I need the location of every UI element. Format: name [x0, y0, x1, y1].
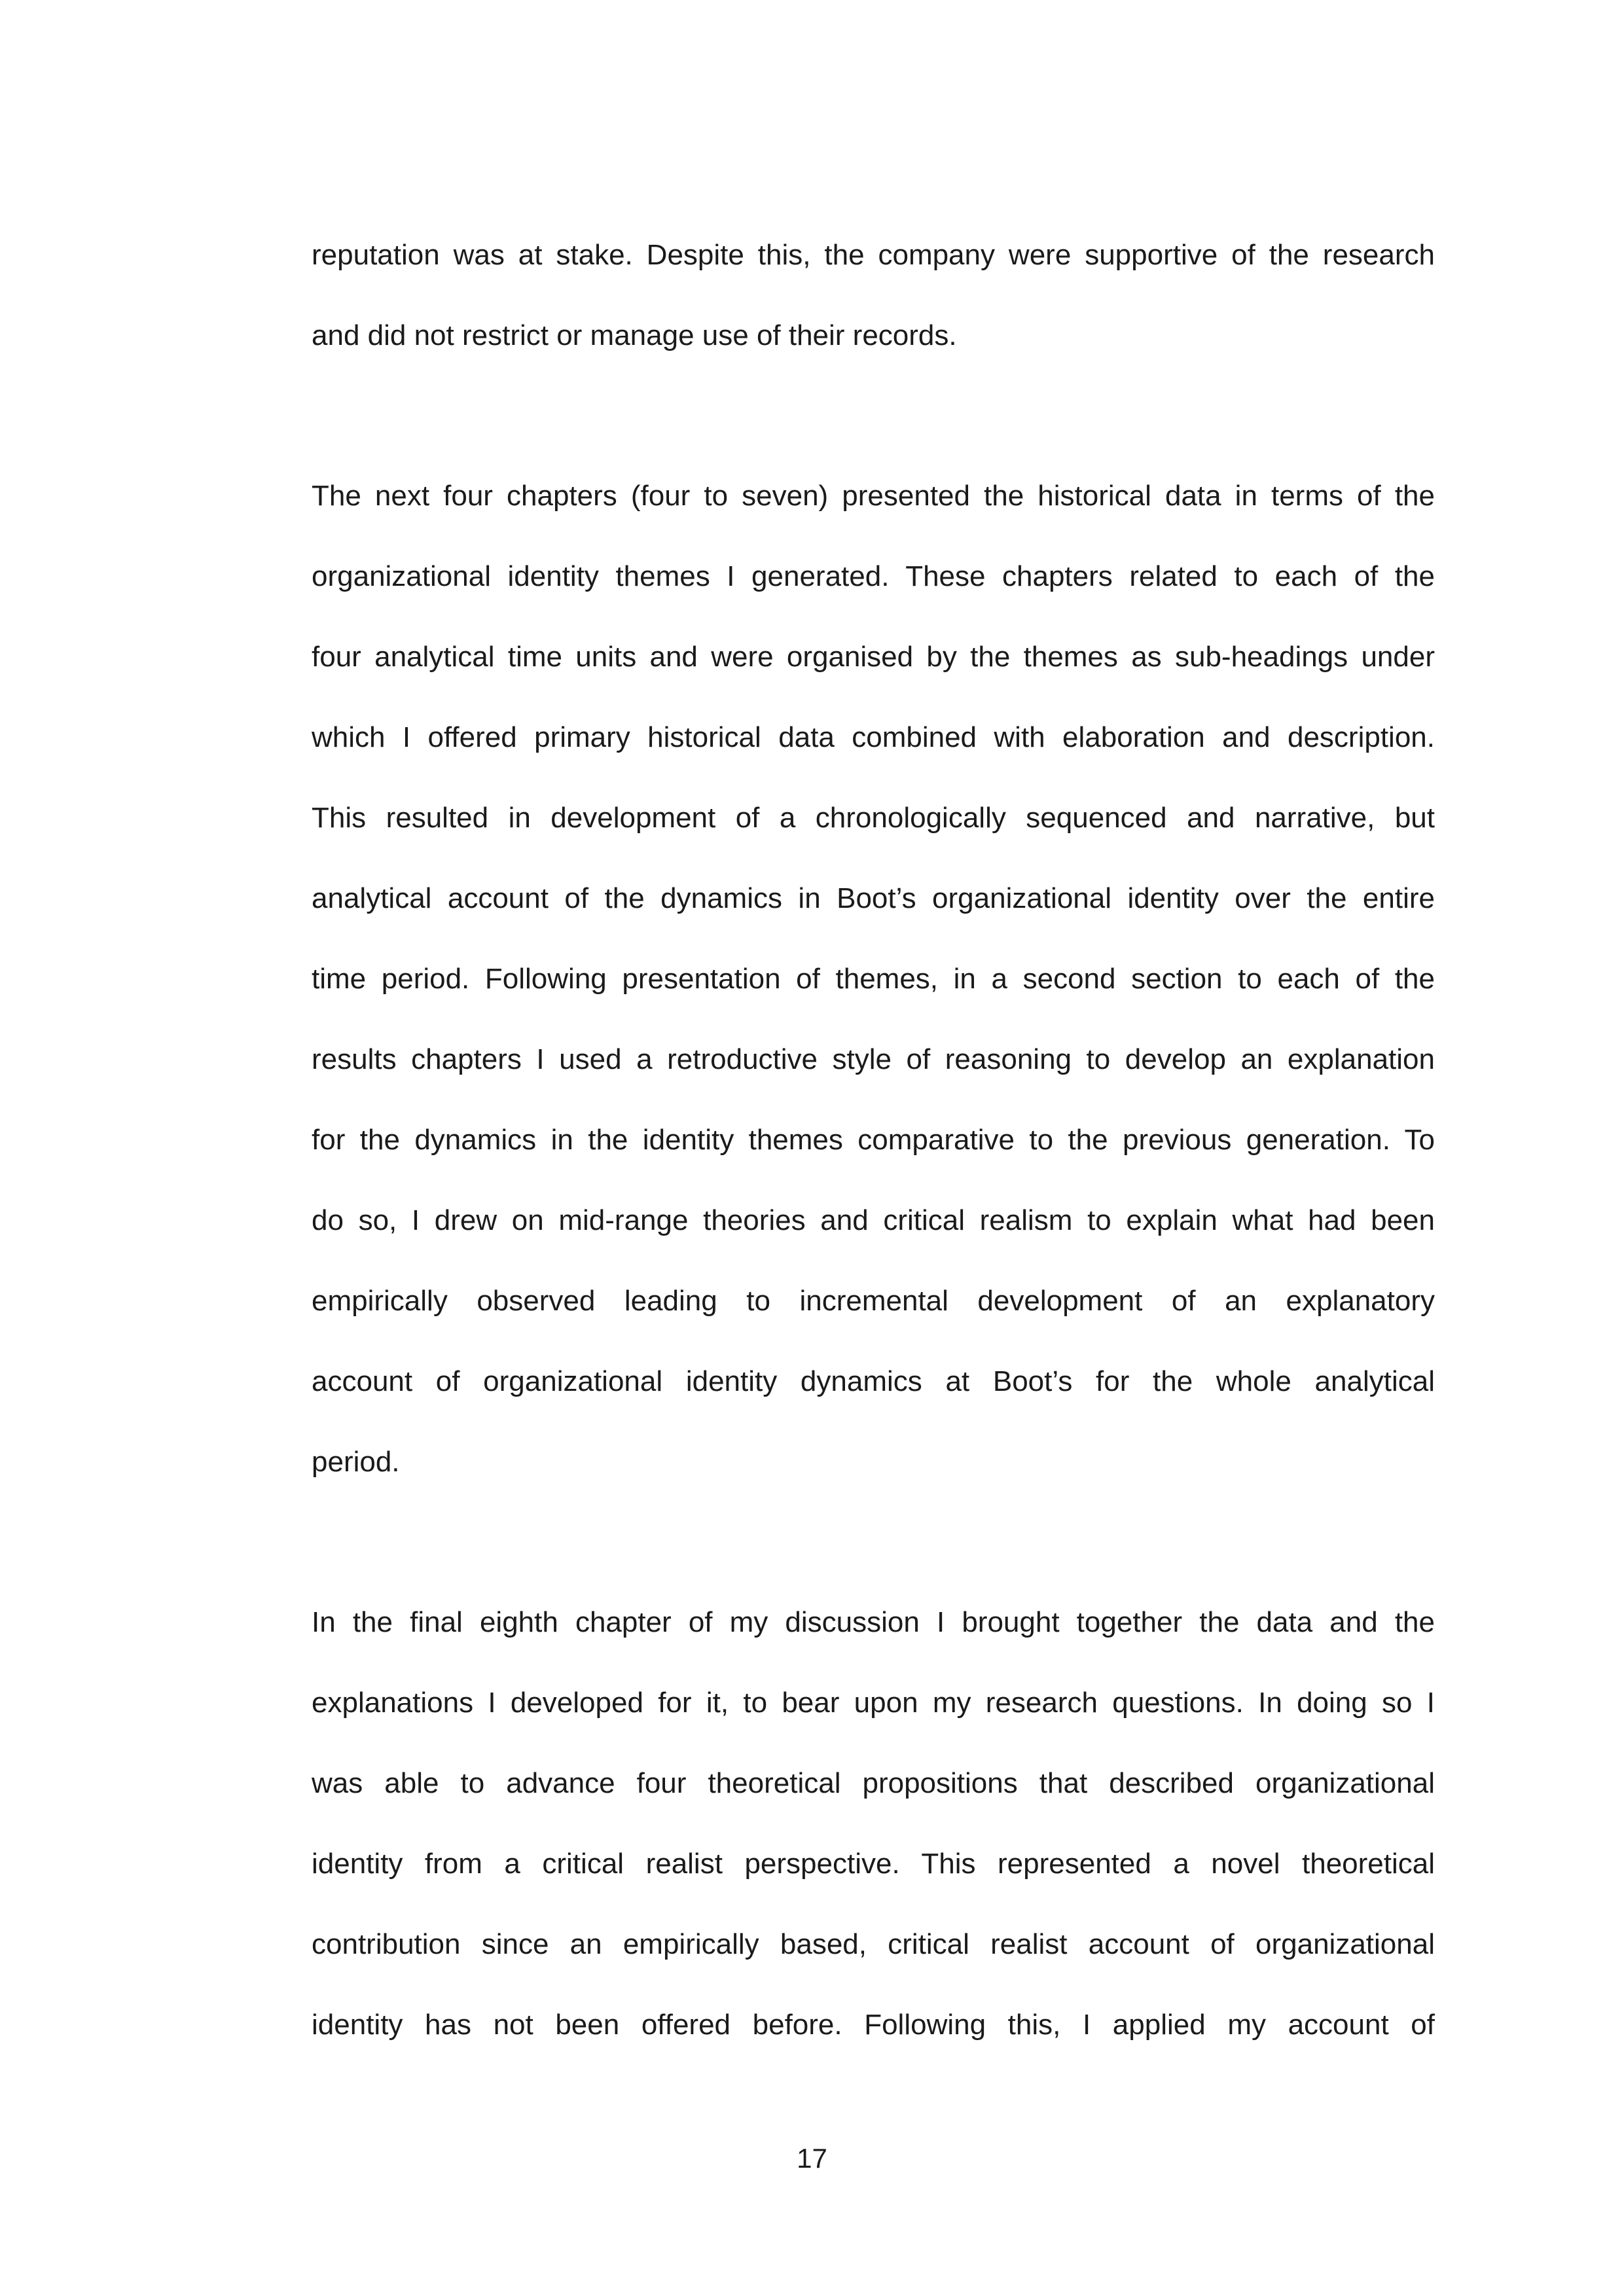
text-line: reputation was at stake. Despite this, the company were supportive of the research — [312, 239, 1435, 271]
text-line: account of organizational identity dynamics at Boot’s for the whole analytical — [312, 1365, 1435, 1397]
text-line: period. — [312, 1446, 400, 1478]
text-line: explanations I developed for it, to bear upon my research questions. In doing so I — [312, 1687, 1435, 1719]
page-number: 17 — [797, 2143, 827, 2174]
text-line: organizational identity themes I generated. These chapters related to each of the — [312, 560, 1435, 592]
text-line: do so, I drew on mid-range theories and critical realism to explain what had been — [312, 1204, 1435, 1236]
text-line: results chapters I used a retroductive style of reasoning to develop an explanation — [312, 1043, 1435, 1075]
text-line: contribution since an empirically based, critical realist account of organizational — [312, 1928, 1435, 1960]
text-line: four analytical time units and were organised by the themes as sub-headings under — [312, 641, 1435, 673]
text-line: empirically observed leading to incremental development of an explanatory — [312, 1285, 1435, 1317]
text-line: identity has not been offered before. Following this, I applied my account of — [312, 2009, 1435, 2041]
text-line: for the dynamics in the identity themes comparative to the previous generation. To — [312, 1124, 1435, 1156]
text-line: identity from a critical realist perspective. This represented a novel theoretical — [312, 1848, 1435, 1880]
text-line: analytical account of the dynamics in Boot’s organizational identity over the entire — [312, 882, 1435, 914]
text-line: time period. Following presentation of themes, in a second section to each of the — [312, 963, 1435, 995]
text-line: This resulted in development of a chronologically sequenced and narrative, but — [312, 802, 1435, 834]
paragraph-1 — [312, 215, 1435, 376]
paragraph-2 — [312, 456, 1435, 1502]
text-line: and did not restrict or manage use of their records. — [312, 319, 957, 351]
text-line: In the final eighth chapter of my discussion I brought together the data and the — [312, 1606, 1435, 1638]
text-line: which I offered primary historical data combined with elaboration and description. — [312, 721, 1435, 753]
text-line: was able to advance four theoretical propositions that described organizational — [312, 1767, 1435, 1799]
paragraph-3 — [312, 1582, 1435, 2065]
text-line: The next four chapters (four to seven) presented the historical data in terms of the — [312, 480, 1435, 512]
